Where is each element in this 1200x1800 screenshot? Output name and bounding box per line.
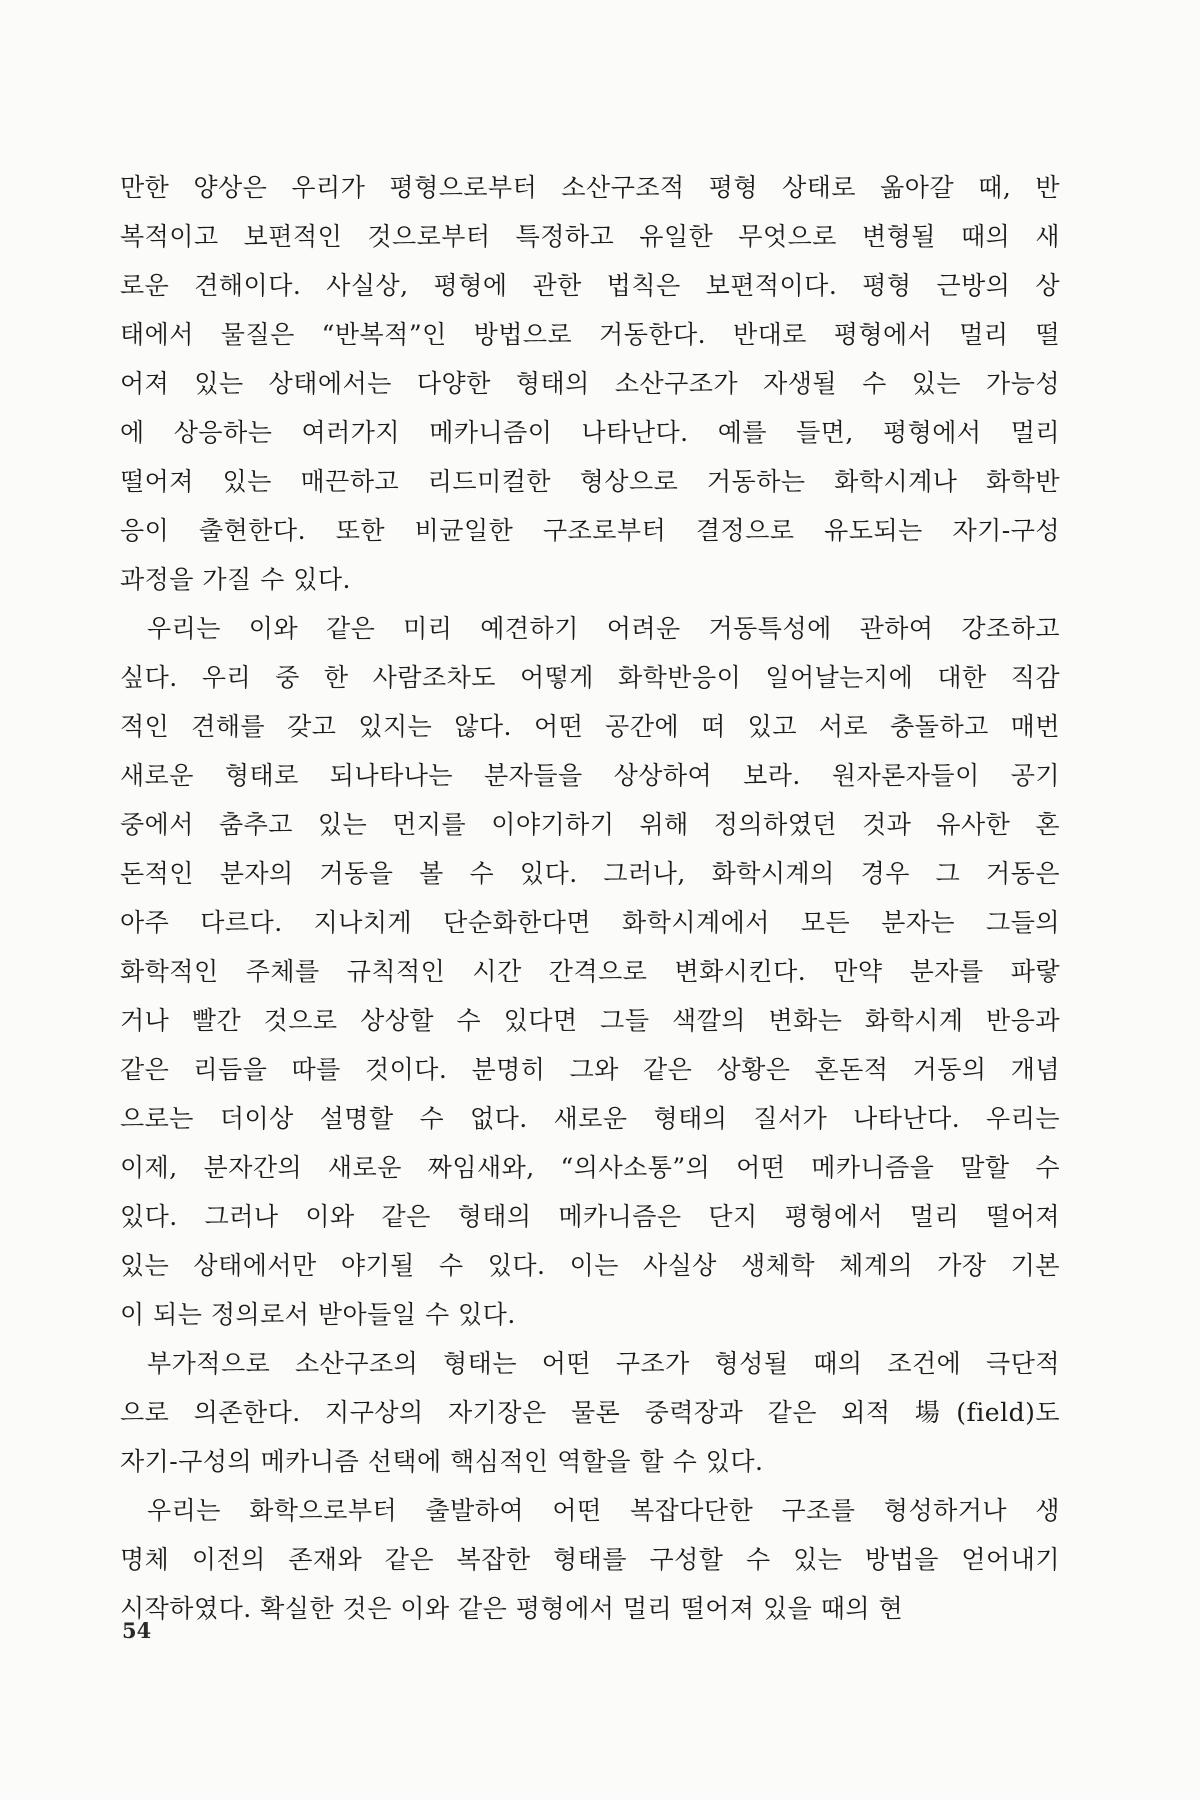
- text-line: 아주 다르다. 지나치게 단순화한다면 화학시계에서 모든 분자는 그들의: [120, 908, 1060, 937]
- text-line: 이 되는 정의로서 받아들일 수 있다.: [120, 1300, 516, 1329]
- text-line: 적인 견해를 갖고 있지는 않다. 어떤 공간에 떠 있고 서로 충돌하고 매번: [120, 712, 1060, 741]
- text-line: 으로 의존한다. 지구상의 자기장은 물론 중력장과 같은 외적 場(field)도: [120, 1398, 1060, 1427]
- paragraph-1: [120, 163, 1060, 604]
- text-line: 같은 리듬을 따를 것이다. 분명히 그와 같은 상황은 혼돈적 거동의 개념: [120, 1055, 1060, 1084]
- text-line: 어져 있는 상태에서는 다양한 형태의 소산구조가 자생될 수 있는 가능성: [120, 369, 1060, 398]
- text-line: 돈적인 분자의 거동을 볼 수 있다. 그러나, 화학시계의 경우 그 거동은: [120, 859, 1060, 888]
- text-line: 에 상응하는 여러가지 메카니즘이 나타난다. 예를 들면, 평형에서 멀리: [120, 418, 1060, 447]
- text-line: 자기-구성의 메카니즘 선택에 핵심적인 역할을 할 수 있다.: [120, 1447, 764, 1476]
- text-line: 화학적인 주체를 규칙적인 시간 간격으로 변화시킨다. 만약 분자를 파랗: [120, 957, 1060, 986]
- paragraph-3: [120, 1339, 1060, 1486]
- text-line: 중에서 춤추고 있는 먼지를 이야기하기 위해 정의하였던 것과 유사한 혼: [120, 810, 1060, 839]
- text-line: 우리는 화학으로부터 출발하여 어떤 복잡다단한 구조를 형성하거나 생: [147, 1496, 1060, 1525]
- text-line: 우리는 이와 같은 미리 예견하기 어려운 거동특성에 관하여 강조하고: [147, 614, 1060, 643]
- text-line: 복적이고 보편적인 것으로부터 특정하고 유일한 무엇으로 변형될 때의 새: [120, 222, 1060, 251]
- text-line: 시작하였다. 확실한 것은 이와 같은 평형에서 멀리 떨어져 있을 때의 현: [120, 1594, 904, 1623]
- text-line: 떨어져 있는 매끈하고 리드미컬한 형상으로 거동하는 화학시계나 화학반: [120, 467, 1060, 496]
- paragraph-4: [120, 1486, 1060, 1633]
- body-text: [120, 163, 1060, 1633]
- text-line: 거나 빨간 것으로 상상할 수 있다면 그들 색깔의 변화는 화학시계 반응과: [120, 1006, 1060, 1035]
- page-number: 54: [122, 1618, 152, 1643]
- text-line: 태에서 물질은 “반복적”인 방법으로 거동한다. 반대로 평형에서 멀리 떨: [120, 320, 1060, 349]
- text-line: 이제, 분자간의 새로운 짜임새와, “의사소통”의 어떤 메카니즘을 말할 수: [120, 1153, 1060, 1182]
- text-line: 부가적으로 소산구조의 형태는 어떤 구조가 형성될 때의 조건에 극단적: [147, 1349, 1060, 1378]
- text-line: 있는 상태에서만 야기될 수 있다. 이는 사실상 생체학 체계의 가장 기본: [120, 1251, 1060, 1280]
- text-line: 있다. 그러나 이와 같은 형태의 메카니즘은 단지 평형에서 멀리 떨어져: [120, 1202, 1060, 1231]
- text-line: 과정을 가질 수 있다.: [120, 565, 351, 594]
- text-line: 응이 출현한다. 또한 비균일한 구조로부터 결정으로 유도되는 자기-구성: [120, 516, 1060, 545]
- text-line: 명체 이전의 존재와 같은 복잡한 형태를 구성할 수 있는 방법을 얻어내기: [120, 1545, 1060, 1574]
- text-line: 새로운 형태로 되나타나는 분자들을 상상하여 보라. 원자론자들이 공기: [120, 761, 1060, 790]
- text-line: 만한 양상은 우리가 평형으로부터 소산구조적 평형 상태로 옮아갈 때, 반: [120, 173, 1060, 202]
- paragraph-2: [120, 604, 1060, 1339]
- text-line: 로운 견해이다. 사실상, 평형에 관한 법칙은 보편적이다. 평형 근방의 상: [120, 271, 1060, 300]
- text-line: 싶다. 우리 중 한 사람조차도 어떻게 화학반응이 일어날는지에 대한 직감: [120, 663, 1060, 692]
- text-line: 으로는 더이상 설명할 수 없다. 새로운 형태의 질서가 나타난다. 우리는: [120, 1104, 1060, 1133]
